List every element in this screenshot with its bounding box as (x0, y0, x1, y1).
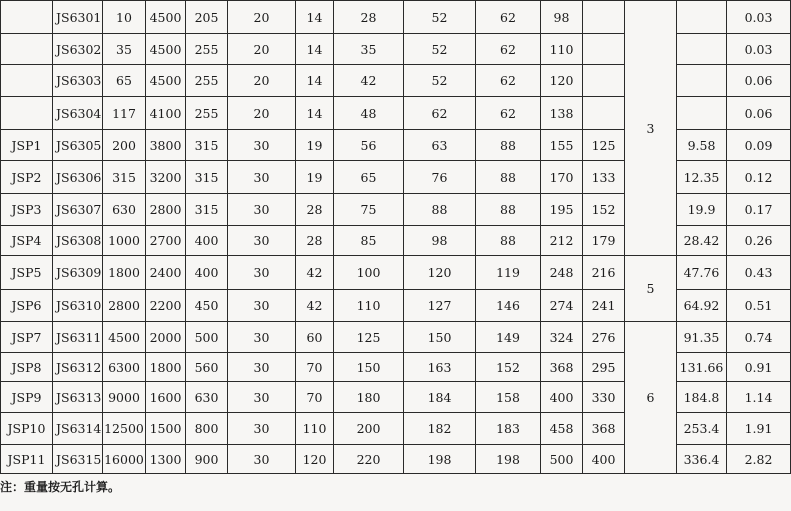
type-cell: JSP4 (1, 226, 53, 256)
value-cell: 30 (228, 130, 296, 161)
value-cell: 1.14 (727, 382, 791, 413)
weight-cell: 19.9 (677, 194, 727, 226)
value-cell: 52 (404, 1, 476, 34)
value-cell: 30 (228, 226, 296, 256)
value-cell: 1800 (146, 353, 186, 382)
value-cell: 70 (296, 353, 334, 382)
value-cell: 30 (228, 161, 296, 194)
weight-cell: 28.42 (677, 226, 727, 256)
type-cell (1, 34, 53, 65)
value-cell: 2.82 (727, 445, 791, 474)
value-cell: 900 (186, 445, 228, 474)
value-cell: 0.43 (727, 256, 791, 290)
value-cell: 216 (583, 256, 625, 290)
value-cell: 2700 (146, 226, 186, 256)
value-cell: 152 (476, 353, 541, 382)
value-cell: 3200 (146, 161, 186, 194)
value-cell: 52 (404, 65, 476, 97)
value-cell: 20 (228, 1, 296, 34)
value-cell: 324 (541, 322, 583, 353)
value-cell: 42 (296, 290, 334, 322)
value-cell: 4500 (146, 34, 186, 65)
type-cell: JSP6 (1, 290, 53, 322)
type-cell: JSP3 (1, 194, 53, 226)
value-cell: 110 (296, 413, 334, 445)
type-cell: JSP10 (1, 413, 53, 445)
value-cell: 248 (541, 256, 583, 290)
value-cell: 0.17 (727, 194, 791, 226)
value-cell: 195 (541, 194, 583, 226)
weight-cell: 131.66 (677, 353, 727, 382)
value-cell: 76 (404, 161, 476, 194)
value-cell: 2800 (103, 290, 146, 322)
value-cell: 368 (541, 353, 583, 382)
value-cell: 14 (296, 1, 334, 34)
value-cell: 20 (228, 97, 296, 130)
value-cell: 4500 (146, 1, 186, 34)
value-cell: 62 (476, 97, 541, 130)
value-cell: 62 (404, 97, 476, 130)
value-cell: 212 (541, 226, 583, 256)
value-cell: 255 (186, 34, 228, 65)
value-cell: 800 (186, 413, 228, 445)
value-cell: 220 (334, 445, 404, 474)
type-cell (1, 97, 53, 130)
value-cell: 120 (404, 256, 476, 290)
value-cell: 205 (186, 1, 228, 34)
table-row (1, 256, 791, 290)
value-cell: 450 (186, 290, 228, 322)
value-cell: 63 (404, 130, 476, 161)
value-cell: 2800 (146, 194, 186, 226)
weight-cell: 9.58 (677, 130, 727, 161)
value-cell: 119 (476, 256, 541, 290)
model-cell: JS6305 (53, 130, 103, 161)
weight-cell (677, 97, 727, 130)
weight-cell: 336.4 (677, 445, 727, 474)
value-cell: 0.03 (727, 1, 791, 34)
value-cell (583, 97, 625, 130)
value-cell: 0.26 (727, 226, 791, 256)
value-cell: 400 (186, 226, 228, 256)
value-cell: 295 (583, 353, 625, 382)
value-cell: 52 (404, 34, 476, 65)
model-cell: JS6301 (53, 1, 103, 34)
value-cell: 12500 (103, 413, 146, 445)
value-cell: 110 (541, 34, 583, 65)
value-cell: 146 (476, 290, 541, 322)
value-cell: 56 (334, 130, 404, 161)
value-cell: 458 (541, 413, 583, 445)
model-cell: JS6315 (53, 445, 103, 474)
value-cell: 400 (186, 256, 228, 290)
value-cell: 60 (296, 322, 334, 353)
value-cell: 48 (334, 97, 404, 130)
weight-cell: 184.8 (677, 382, 727, 413)
value-cell (583, 65, 625, 97)
value-cell: 0.51 (727, 290, 791, 322)
value-cell: 158 (476, 382, 541, 413)
value-cell: 500 (186, 322, 228, 353)
value-cell: 255 (186, 65, 228, 97)
value-cell: 62 (476, 1, 541, 34)
value-cell: 1600 (146, 382, 186, 413)
value-cell: 75 (334, 194, 404, 226)
value-cell: 70 (296, 382, 334, 413)
value-cell: 30 (228, 256, 296, 290)
value-cell: 330 (583, 382, 625, 413)
value-cell: 183 (476, 413, 541, 445)
value-cell: 4100 (146, 97, 186, 130)
value-cell: 30 (228, 353, 296, 382)
value-cell: 255 (186, 97, 228, 130)
value-cell: 200 (334, 413, 404, 445)
value-cell: 179 (583, 226, 625, 256)
value-cell: 127 (404, 290, 476, 322)
value-cell: 0.91 (727, 353, 791, 382)
weight-cell: 253.4 (677, 413, 727, 445)
value-cell (583, 34, 625, 65)
value-cell: 88 (476, 194, 541, 226)
model-cell: JS6308 (53, 226, 103, 256)
type-cell (1, 1, 53, 34)
value-cell: 98 (404, 226, 476, 256)
value-cell: 315 (103, 161, 146, 194)
value-cell: 0.06 (727, 65, 791, 97)
value-cell: 42 (296, 256, 334, 290)
value-cell: 1.91 (727, 413, 791, 445)
value-cell: 400 (541, 382, 583, 413)
value-cell: 10 (103, 1, 146, 34)
value-cell: 125 (334, 322, 404, 353)
value-cell: 20 (228, 65, 296, 97)
value-cell: 1800 (103, 256, 146, 290)
value-cell: 1500 (146, 413, 186, 445)
value-cell: 20 (228, 34, 296, 65)
value-cell: 152 (583, 194, 625, 226)
type-cell: JSP5 (1, 256, 53, 290)
value-cell: 88 (404, 194, 476, 226)
value-cell: 1300 (146, 445, 186, 474)
model-cell: JS6314 (53, 413, 103, 445)
model-cell: JS6307 (53, 194, 103, 226)
value-cell: 149 (476, 322, 541, 353)
value-cell: 65 (334, 161, 404, 194)
table-row (1, 1, 791, 34)
value-cell: 14 (296, 34, 334, 65)
value-cell: 14 (296, 97, 334, 130)
value-cell: 180 (334, 382, 404, 413)
value-cell: 133 (583, 161, 625, 194)
value-cell: 35 (103, 34, 146, 65)
value-cell: 16000 (103, 445, 146, 474)
value-cell: 630 (186, 382, 228, 413)
value-cell: 117 (103, 97, 146, 130)
model-cell: JS6311 (53, 322, 103, 353)
value-cell: 2200 (146, 290, 186, 322)
type-cell (1, 65, 53, 97)
value-cell: 241 (583, 290, 625, 322)
type-cell: JSP2 (1, 161, 53, 194)
type-cell: JSP11 (1, 445, 53, 474)
value-cell: 276 (583, 322, 625, 353)
model-cell: JS6313 (53, 382, 103, 413)
value-cell: 150 (404, 322, 476, 353)
value-cell: 30 (228, 194, 296, 226)
value-cell: 184 (404, 382, 476, 413)
value-cell: 315 (186, 161, 228, 194)
value-cell: 6300 (103, 353, 146, 382)
value-cell (583, 1, 625, 34)
value-cell: 2000 (146, 322, 186, 353)
model-cell: JS6302 (53, 34, 103, 65)
value-cell: 19 (296, 130, 334, 161)
value-cell: 170 (541, 161, 583, 194)
value-cell: 155 (541, 130, 583, 161)
value-cell: 138 (541, 97, 583, 130)
value-cell: 88 (476, 161, 541, 194)
value-cell: 100 (334, 256, 404, 290)
weight-cell (677, 65, 727, 97)
type-cell: JSP1 (1, 130, 53, 161)
weight-cell: 12.35 (677, 161, 727, 194)
value-cell: 14 (296, 65, 334, 97)
value-cell: 2400 (146, 256, 186, 290)
model-cell: JS6306 (53, 161, 103, 194)
value-cell: 0.03 (727, 34, 791, 65)
value-cell: 0.09 (727, 130, 791, 161)
value-cell: 198 (476, 445, 541, 474)
type-cell: JSP9 (1, 382, 53, 413)
model-cell: JS6312 (53, 353, 103, 382)
model-cell: JS6310 (53, 290, 103, 322)
value-cell: 65 (103, 65, 146, 97)
value-cell: 315 (186, 130, 228, 161)
type-cell: JSP8 (1, 353, 53, 382)
group-cell: 5 (625, 256, 677, 322)
group-cell: 3 (625, 1, 677, 256)
value-cell: 125 (583, 130, 625, 161)
value-cell: 88 (476, 226, 541, 256)
value-cell: 110 (334, 290, 404, 322)
value-cell: 30 (228, 382, 296, 413)
value-cell: 1000 (103, 226, 146, 256)
value-cell: 120 (296, 445, 334, 474)
value-cell: 400 (583, 445, 625, 474)
value-cell: 163 (404, 353, 476, 382)
value-cell: 28 (296, 226, 334, 256)
value-cell: 4500 (103, 322, 146, 353)
weight-cell: 64.92 (677, 290, 727, 322)
value-cell: 98 (541, 1, 583, 34)
value-cell: 85 (334, 226, 404, 256)
value-cell: 30 (228, 413, 296, 445)
value-cell: 4500 (146, 65, 186, 97)
weight-cell (677, 1, 727, 34)
weight-cell: 91.35 (677, 322, 727, 353)
value-cell: 28 (334, 1, 404, 34)
value-cell: 30 (228, 322, 296, 353)
value-cell: 0.12 (727, 161, 791, 194)
value-cell: 0.06 (727, 97, 791, 130)
value-cell: 62 (476, 65, 541, 97)
type-cell: JSP7 (1, 322, 53, 353)
value-cell: 182 (404, 413, 476, 445)
model-cell: JS6309 (53, 256, 103, 290)
value-cell: 3800 (146, 130, 186, 161)
value-cell: 19 (296, 161, 334, 194)
weight-cell (677, 34, 727, 65)
value-cell: 630 (103, 194, 146, 226)
value-cell: 62 (476, 34, 541, 65)
value-cell: 500 (541, 445, 583, 474)
value-cell: 28 (296, 194, 334, 226)
value-cell: 368 (583, 413, 625, 445)
value-cell: 30 (228, 445, 296, 474)
value-cell: 200 (103, 130, 146, 161)
value-cell: 560 (186, 353, 228, 382)
value-cell: 42 (334, 65, 404, 97)
value-cell: 88 (476, 130, 541, 161)
weight-cell: 47.76 (677, 256, 727, 290)
group-cell: 6 (625, 322, 677, 474)
value-cell: 120 (541, 65, 583, 97)
value-cell: 274 (541, 290, 583, 322)
value-cell: 0.74 (727, 322, 791, 353)
model-cell: JS6303 (53, 65, 103, 97)
model-cell: JS6304 (53, 97, 103, 130)
footnote: 注：重量按无孔计算。 (0, 480, 121, 494)
value-cell: 198 (404, 445, 476, 474)
value-cell: 30 (228, 290, 296, 322)
value-cell: 150 (334, 353, 404, 382)
value-cell: 9000 (103, 382, 146, 413)
value-cell: 35 (334, 34, 404, 65)
table-row (1, 322, 791, 353)
value-cell: 315 (186, 194, 228, 226)
